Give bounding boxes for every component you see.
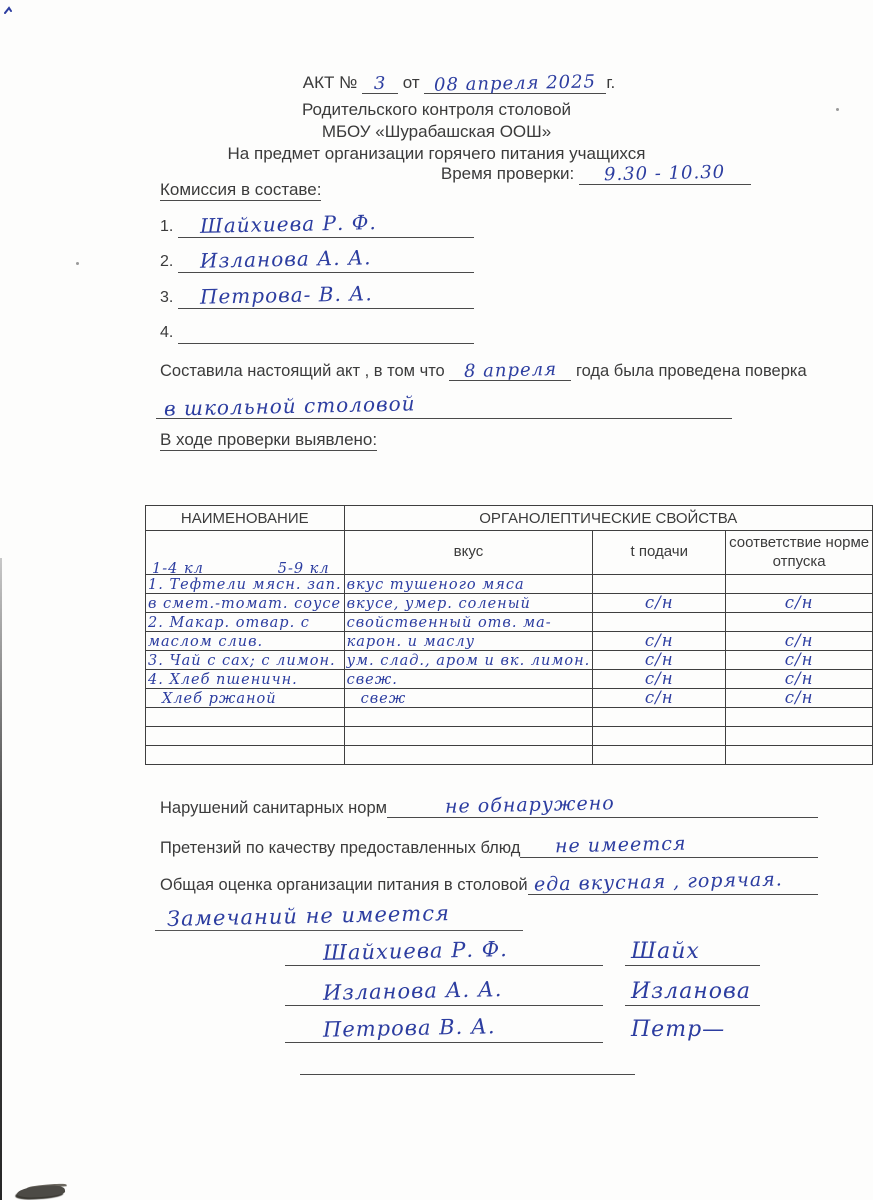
- act-place-value: в школьной столовой: [163, 391, 416, 421]
- signature-name-blank: [285, 1008, 603, 1043]
- findings-heading: В ходе проверки выявлено:: [160, 430, 378, 449]
- member-name: Шайхиева Р. Ф.: [199, 210, 377, 238]
- table-row: [146, 632, 873, 651]
- table-row: [146, 727, 873, 746]
- act-statement-after: года была проведена поверка: [575, 362, 807, 380]
- signature-name: Петрова В. А.: [322, 1014, 496, 1042]
- signature-scribble: Петр—: [631, 1017, 726, 1042]
- empty-signature-line: [300, 1072, 635, 1075]
- claims-blank: [520, 833, 818, 858]
- act-date-value: 08 апреля 2025: [434, 71, 597, 96]
- act-statement-date: 8 апреля: [463, 359, 558, 382]
- subtitle-2: МБОУ «Шурабашская ООШ»: [321, 122, 552, 141]
- class-note-left: 1-4 кл: [152, 560, 204, 577]
- act-number-blank: [362, 72, 398, 94]
- act-number-value: 3: [373, 73, 387, 94]
- act-title-prefix: АКТ №: [302, 73, 358, 92]
- class-note-right: 5-9 кл: [277, 560, 330, 577]
- act-statement-blank: [449, 360, 571, 381]
- taste-cell: свойственный отв. ма-: [346, 614, 552, 631]
- subtitle-1: Родительского контроля столовой: [301, 100, 572, 119]
- member-number: 3.: [160, 289, 174, 306]
- dish-cell: Хлеб ржаной: [162, 690, 277, 707]
- commission-member-2: [160, 244, 474, 274]
- dish-cell: 4. Хлеб пшеничн.: [148, 671, 298, 688]
- act-title-g: г.: [606, 73, 616, 92]
- taste-cell: вкусе, умер. соленый: [346, 595, 531, 612]
- commission-member-1: [160, 209, 474, 239]
- taste-cell: свеж.: [346, 671, 398, 688]
- time-check-line: [441, 163, 751, 185]
- overall-line: [160, 870, 818, 895]
- dish-cell: 2. Макар. отвар. с: [148, 614, 310, 631]
- norm-cell: с/н: [784, 630, 814, 650]
- commission-member-3: [160, 280, 474, 310]
- remarks-line: [155, 898, 523, 931]
- signature-scribble-blank: [625, 971, 760, 1006]
- act-statement-before: Составила настоящий акт , в том что: [160, 362, 445, 380]
- temp-cell: с/н: [644, 592, 674, 612]
- remarks-value: Замечаний не имеется: [166, 901, 451, 931]
- inspection-table: [145, 505, 873, 765]
- commission-member-4: [160, 315, 474, 345]
- table-row: [146, 613, 873, 632]
- time-check-blank: [579, 163, 751, 185]
- violations-value: не обнаружено: [444, 792, 615, 818]
- claims-value: не имеется: [555, 832, 688, 858]
- dish-cell: 1. Тефтели мясн. зап.: [148, 576, 342, 593]
- member-name-blank: [178, 315, 474, 344]
- signature-name-blank: [285, 931, 603, 966]
- temp-cell: с/н: [644, 668, 674, 688]
- signature-scribble-blank: [625, 1009, 760, 1043]
- act-title-line: [45, 72, 873, 94]
- signature-name: Изланова А. А.: [322, 977, 503, 1005]
- subtitle-3: На предмет организации горячего питания учащихся: [227, 144, 646, 163]
- norm-cell: с/н: [784, 592, 814, 612]
- temp-cell: с/н: [644, 649, 674, 669]
- table-subheader-norm: соответствие норме отпуска: [726, 531, 873, 575]
- table-header-organoleptic: ОРГАНОЛЕПТИЧЕСКИЕ СВОЙСТВА: [344, 506, 872, 531]
- taste-cell: ум. слад., аром и вк. лимон.: [346, 652, 591, 669]
- table-subheader-temp: t подачи: [593, 531, 726, 575]
- taste-cell: вкус тушеного мяса: [346, 576, 525, 593]
- scan-speck: [76, 262, 79, 265]
- table-row: [146, 651, 873, 670]
- table-row: [146, 746, 873, 765]
- overall-blank: [528, 870, 818, 895]
- taste-cell: свеж: [360, 690, 407, 707]
- table-subheader-taste: вкус: [344, 531, 593, 575]
- member-number: 1.: [160, 218, 174, 235]
- claims-line: [160, 833, 818, 858]
- temp-cell: с/н: [644, 687, 674, 707]
- signature-row-1: [285, 931, 760, 966]
- pen-mark-corner: [4, 6, 16, 16]
- claims-label: Претензий по качеству предоставленных блюд: [160, 839, 521, 857]
- table-subheader-classes: [146, 531, 345, 575]
- violations-blank: [387, 793, 818, 818]
- commission-heading: Комиссия в составе:: [160, 180, 322, 199]
- table-row: [146, 670, 873, 689]
- overall-value: еда вкусная , горячая.: [533, 868, 783, 896]
- overall-label: Общая оценка организации питания в столовой: [160, 876, 528, 894]
- signature-row-3: [285, 1008, 760, 1043]
- member-number: 4.: [160, 324, 174, 341]
- time-check-label: Время проверки:: [440, 164, 575, 183]
- signature-scribble: Изланова: [631, 979, 751, 1004]
- table-row: [146, 594, 873, 613]
- violations-label: Нарушений санитарных норм: [160, 799, 387, 817]
- member-name-blank: [178, 244, 474, 273]
- table-header-name: НАИМЕНОВАНИЕ: [146, 506, 345, 531]
- ink-smudge: [17, 1184, 66, 1198]
- signature-scribble-blank: [625, 931, 760, 966]
- dish-cell: 3. Чай с сах; с лимон.: [148, 652, 336, 669]
- signature-name: Шайхиева Р. Ф.: [322, 937, 509, 965]
- dish-cell: в смет.-томат. соусе: [148, 595, 342, 612]
- signature-name-blank: [285, 971, 603, 1006]
- signature-row-2: [285, 971, 760, 1006]
- member-name: Изланова А. А.: [199, 245, 372, 273]
- act-title-ot: от: [402, 73, 420, 92]
- act-date-blank: [424, 72, 606, 94]
- norm-cell: с/н: [784, 668, 814, 688]
- member-name-blank: [178, 209, 474, 238]
- act-place-line: [156, 392, 732, 419]
- taste-cell: карон. и маслу: [346, 633, 476, 650]
- norm-cell: с/н: [784, 649, 814, 669]
- time-check-value: 9.30 - 10.30: [604, 161, 726, 186]
- table-row: [146, 708, 873, 727]
- signature-scribble: Шайх: [631, 939, 700, 964]
- temp-cell: с/н: [644, 630, 674, 650]
- act-statement-line: [160, 360, 807, 381]
- table-row: [146, 575, 873, 594]
- member-number: 2.: [160, 253, 174, 270]
- member-name-blank: [178, 280, 474, 309]
- table-row: [146, 689, 873, 708]
- violations-line: [160, 793, 818, 818]
- norm-cell: с/н: [784, 687, 814, 707]
- scanner-edge-line: [0, 558, 2, 1200]
- member-name: Петрова- В. А.: [199, 281, 373, 309]
- dish-cell: маслом слив.: [148, 633, 264, 650]
